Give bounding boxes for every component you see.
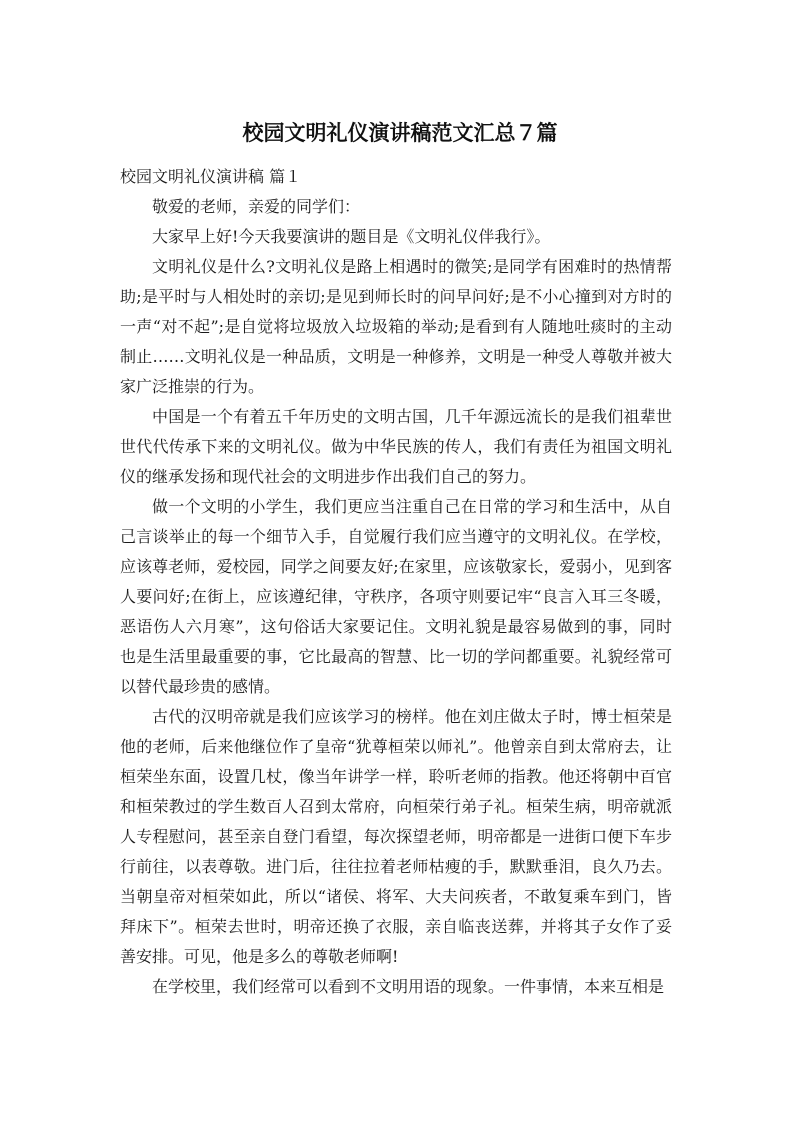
paragraph: 古代的汉明帝就是我们应该学习的榜样。他在刘庄做太子时，博士桓荣是他的老师，后来他继位作了皇帝“犹尊桓荣以师礼”。他曾亲自到太常府去，让桓荣坐东面，设置几杖，像当年讲学一样，聆听老师的指教。他还将朝中百官和桓荣教过的学生数百人召到太常府，向桓荣行弟子礼。桓荣生病，明帝就派人专程慰问，甚至亲自登门看望，每次探望老师，明帝都是一进街口便下车步行前往，以表尊敬。进门后，往往拉着老师枯瘦的手，默默垂泪，良久乃去。当朝皇帝对桓荣如此，所以“诸侯、将军、大夫问疾者，不敢复乘车到门，皆拜床下”。桓荣去世时，明帝还换了衣服，亲自临丧送葬，并将其子女作了妥善安排。可见，他是多么的尊敬老师啊! (120, 707, 672, 966)
paragraph: 在学校里，我们经常可以看到不文明用语的现象。一件事情，本来互相是 (152, 977, 665, 996)
document-title: 校园文明礼仪演讲稿范文汇总７篇 (242, 121, 558, 145)
document-body (120, 162, 672, 1002)
paragraph-salutation: 敬爱的老师，亲爱的同学们： (152, 197, 361, 216)
paragraph: 做一个文明的小学生，我们更应当注重自己在日常的学习和生活中，从自己言谈举止的每一个细节入手，自觉履行我们应当遵守的文明礼仪。在学校，应该尊老师，爱校园，同学之间要友好;在家里，应该敬家长，爱弱小，见到客人要问好;在街上，应该遵纪律，守秩序，各项守则要记牢“良言入耳三冬暖，恶语伤人六月寒”，这句俗话大家要记住。文明礼貌是最容易做到的事，同时也是生活里最重要的事，它比最高的智慧、比一切的学问都重要。礼貌经常可以替代最珍贵的感情。 (120, 497, 672, 696)
paragraph-greeting: 大家早上好!今天我要演讲的题目是《文明礼仪伴我行》。 (152, 227, 551, 246)
paragraph: 中国是一个有着五千年历史的文明古国，几千年源远流长的是我们祖辈世世代代传承下来的文明礼仪。做为中华民族的传人，我们有责任为祖国文明礼仪的继承发扬和现代社会的文明进步作出我们自己的努力。 (120, 407, 672, 486)
section-heading: 校园文明礼仪演讲稿 篇１ (120, 167, 302, 186)
paragraph: 文明礼仪是什么?文明礼仪是路上相遇时的微笑;是同学有困难时的热情帮助;是平时与人相处时的亲切;是见到师长时的问早问好;是不小心撞到对方时的一声“对不起”;是自觉将垃圾放入垃圾箱的举动;是看到有人随地吐痰时的主动制止……文明礼仪是一种品质，文明是一种修养，文明是一种受人尊敬并被大家广泛推崇的行为。 (120, 257, 672, 396)
